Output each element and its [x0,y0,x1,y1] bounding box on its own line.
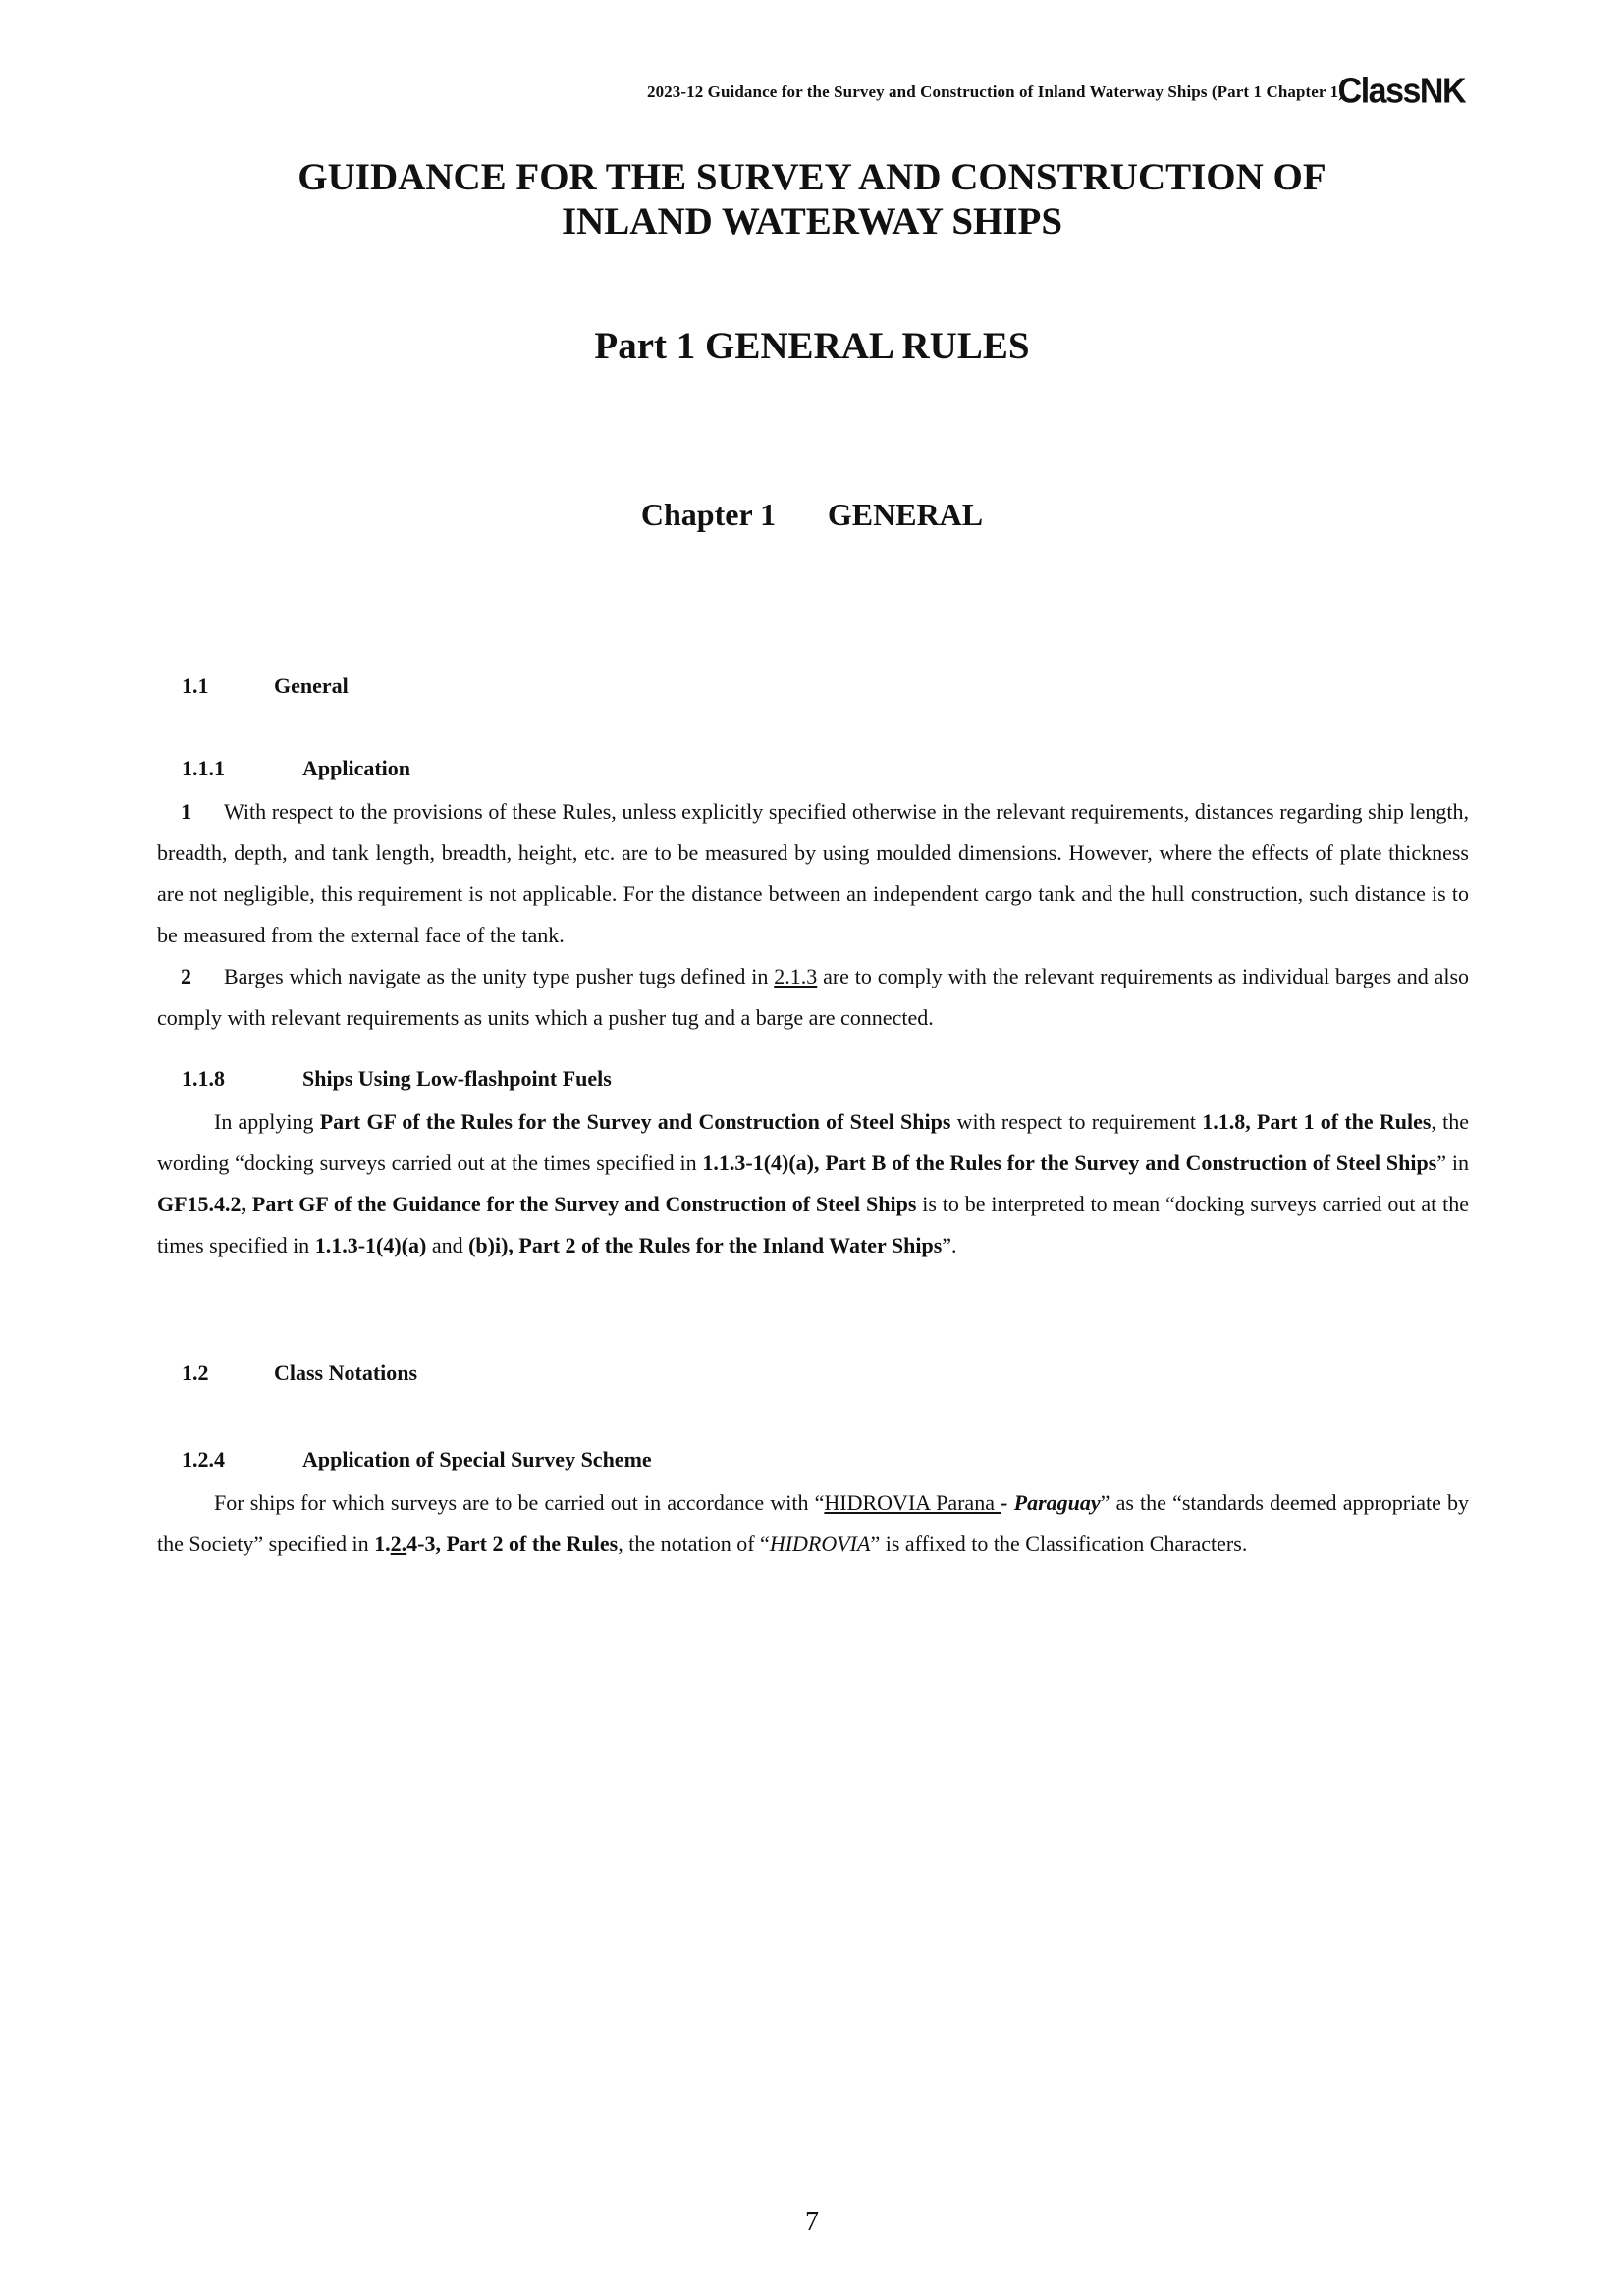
text-run: and [426,1233,469,1257]
text-run: ” as the “standards deemed appropriate by the Society” specified in [157,1490,1470,1556]
paragraph-text: Barges which navigate as the unity type pusher tugs defined in [224,964,775,988]
bold-reference: 1.1.8, Part 1 of the Rules [1202,1109,1432,1134]
paragraph-number: 1 [181,799,191,824]
part-title: Part 1 GENERAL RULES [594,325,1030,367]
bold-reference: 1.1.3-1(4)(a) [314,1233,427,1257]
bold-reference: 1.1.3-1(4)(a), Part B of the Rules for the Survey and Construction of Steel Ships [702,1150,1437,1175]
section-heading-1-1 [182,673,349,699]
classnk-logo: ClassNK [1337,72,1465,111]
running-header: 2023-12 Guidance for the Survey and Construction of Inland Waterway Ships (Part 1 Chapter 1) [646,82,1344,101]
subsection-title: Application [302,756,411,780]
title-line-2: INLAND WATERWAY SHIPS [561,200,1063,242]
text-run: In applying [214,1109,320,1134]
section-title: Class Notations [274,1361,418,1385]
text-run: ” in [1436,1150,1469,1175]
chapter-name: GENERAL [827,497,984,532]
text-run: ” is affixed to the Classification Characters. [870,1531,1248,1556]
text-run: , the wording “docking surveys carried out at the times specified in [157,1109,1469,1175]
subsection-heading-1-2-4 [182,1447,652,1472]
paragraph-1-2-4 [157,1482,1469,1565]
subsection-title: Application of Special Survey Scheme [302,1447,652,1471]
text-run: , the notation of “ [618,1531,770,1556]
paragraph-text: are to comply with the relevant requirements as individual barges and also comply with relevant requirements as units which a pusher tug and a barge are connected. [157,964,1470,1030]
text-run: with respect to requirement [950,1109,1203,1134]
paragraph-number: 2 [181,964,191,988]
bold-italic-term: - Paraguay [1001,1490,1101,1515]
subsection-heading-1-1-1 [182,756,410,781]
chapter-number: Chapter 1 [640,497,777,532]
section-title: General [274,673,349,698]
text-run: For ships for which surveys are to be carried out in accordance with “ [214,1490,825,1515]
section-number: 1.2 [182,1361,209,1385]
paragraph-1-1-8 [157,1101,1469,1266]
bold-reference: 1. [374,1531,391,1556]
underlined-reference: 2. [390,1531,407,1556]
subsection-number: 1.2.4 [182,1447,225,1471]
underlined-term: HIDROVIA Parana [824,1490,1001,1515]
paragraph-1-1-1-2 [157,956,1469,1039]
subsection-number: 1.1.8 [182,1066,225,1091]
text-run: ”. [942,1233,957,1257]
title-line-1: GUIDANCE FOR THE SURVEY AND CONSTRUCTION OF [298,156,1326,198]
bold-reference: (b)i), Part 2 of the Rules for the Inland Water Ships [468,1233,943,1257]
paragraph-text: With respect to the provisions of these Rules, unless explicitly specified otherwise in the relevant requirements, distances regarding ship length, breadth, depth, and tank length, breadth, height, etc. are to be measured by using moulded dimensions. However, where the effects of plate thickness are not negligible, this requirement is not applicable. For the distance between an independent cargo tank and the hull construction, such distance is to be measured from the external face of the tank. [157,799,1469,947]
subsection-heading-1-1-8 [182,1066,612,1092]
section-heading-1-2 [182,1361,417,1386]
section-number: 1.1 [182,673,209,698]
subsection-title: Ships Using Low-flashpoint Fuels [302,1066,612,1091]
bold-reference: 4-3, Part 2 of the Rules [406,1531,619,1556]
italic-term: HIDROVIA [769,1531,871,1556]
document-title [0,155,1624,243]
bold-reference: GF15.4.2, Part GF of the Guidance for the Survey and Construction of Steel Ships [157,1192,917,1216]
paragraph-1-1-1-1 [157,791,1469,956]
page-number: 7 [805,2207,819,2237]
text-run: is to be interpreted to mean “docking surveys carried out at the times specified in [157,1192,1469,1257]
chapter-title [0,497,1624,533]
subsection-number: 1.1.1 [182,756,225,780]
bold-reference: Part GF of the Rules for the Survey and Construction of Steel Ships [319,1109,951,1134]
cross-reference-link[interactable]: 2.1.3 [774,964,818,988]
